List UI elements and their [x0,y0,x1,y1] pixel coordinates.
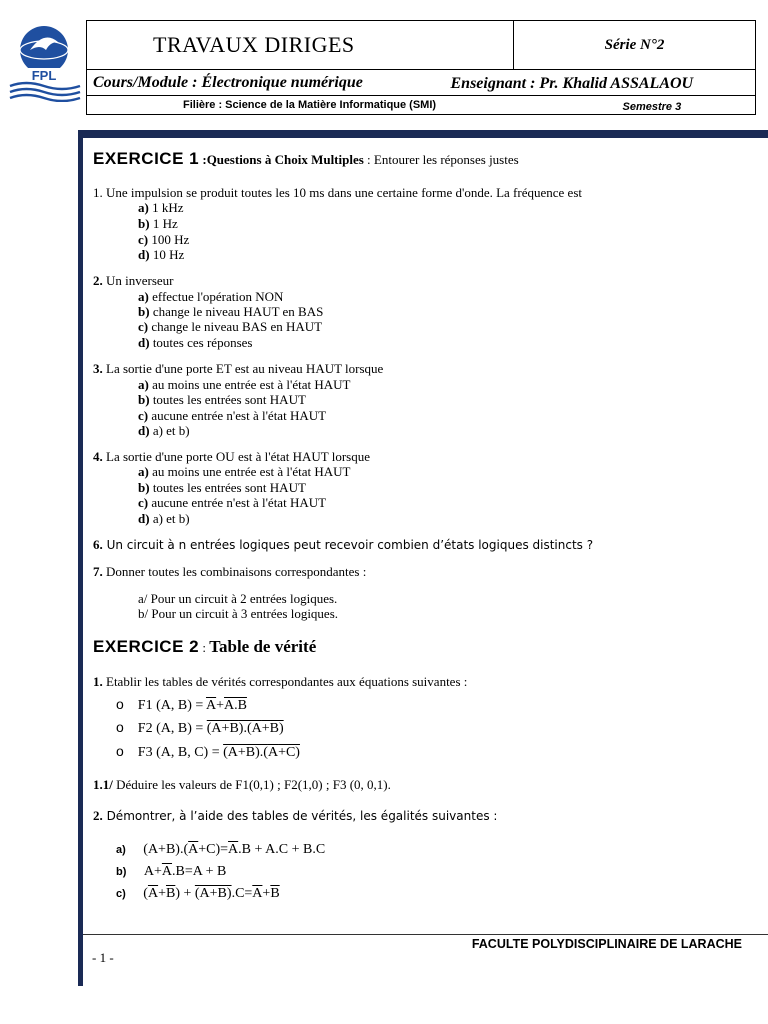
question-7: 7. Donner toutes les combinaisons correspondantes : [93,564,367,579]
doc-title: TRAVAUX DIRIGES [87,21,514,70]
option: c) aucune entrée n'est à l'état HAUT [138,408,327,423]
question-1: 1. Une impulsion se produit toutes les 10 ms dans une certaine forme d'onde. La fréquence est [93,185,582,200]
q7-item-a: a/ Pour un circuit à 2 entrées logiques. [138,591,338,606]
option: d) 10 Hz [138,247,185,262]
serie-number: Série N°2 [514,21,756,70]
fpl-logo [6,20,84,102]
course-module: Cours/Module : Électronique numérique [93,73,363,91]
option: a) au moins une entrée est à l'état HAUT [138,464,351,479]
frame-left-bar [78,130,83,986]
option: b) toutes les entrées sont HAUT [138,480,306,495]
option: a) au moins une entrée est à l'état HAUT [138,377,351,392]
filiere: Filière : Science de la Matière Informatique (SMI) [183,99,437,111]
option: c) change le niveau BAS en HAUT [138,319,323,334]
teacher: Enseignant : Pr. Khalid ASSALAOU [450,74,694,92]
footer-rule [83,934,768,935]
ex2-question-1: 1. Etablir les tables de vérités correspondantes aux équations suivantes : [93,674,468,689]
option: b) toutes les entrées sont HAUT [138,392,306,407]
option: b) 1 Hz [138,216,178,231]
page-number: - 1 - [92,950,114,965]
equation-f3: o F3 (A, B, C) = (A+B).(A+C) [116,743,300,760]
option: c) 100 Hz [138,232,190,247]
option: b) change le niveau HAUT en BAS [138,304,324,319]
equality-b: b) $A+\overline{A}.B=A + B$ [116,864,227,879]
question-1-1: 1.1/ Déduire les valeurs de F1(0,1) ; F2(1,0) ; F3 (0, 0,1). [93,777,391,792]
frame-top-bar [78,130,768,138]
header-table [86,20,756,115]
logo-text: FPL [31,68,57,83]
exercise-1-title: EXERCICE 1 :Questions à Choix Multiples : Entourer les réponses justes [93,149,519,168]
question-2: 2. Un inverseur [93,273,174,288]
option: c) aucune entrée n'est à l'état HAUT [138,495,327,510]
q7-item-b: b/ Pour un circuit à 3 entrées logiques. [138,606,339,621]
question-6: 6. Un circuit à n entrées logiques peut recevoir combien d’états logiques distincts ? [93,537,594,552]
option: a) 1 kHz [138,200,184,215]
exercise-2-title: EXERCICE 2 : Table de vérité [93,637,317,656]
option: d) a) et b) [138,511,190,526]
ex2-question-2: 2. Démontrer, à l’aide des tables de vérités, les égalités suivantes : [93,808,498,823]
equation-f1: o F1 (A, $B) = \overline{A}+A.B$ [116,696,247,713]
option: d) toutes ces réponses [138,335,253,350]
option: d) a) et b) [138,423,190,438]
question-3: 3. La sortie d'une porte ET est au niveau HAUT lorsque [93,361,384,376]
equality-a: a) $(A+B).(\overline{A}+C)=\overline{A}.B + A.C + B.C$ [116,842,326,857]
semestre: Semestre 3 [622,100,682,113]
equation-f2: o F2 (A, B) = (A+B).(A+B) [116,719,284,736]
option: a) effectue l'opération NON [138,289,284,304]
equality-c: c) $(\overline{A}+\overline{B}) + (A+B).C=\overline{A}+\overline{B}$ [116,886,280,901]
question-4: 4. La sortie d'une porte OU est à l'état HAUT lorsque [93,449,371,464]
footer-faculty: FACULTE POLYDISCIPLINAIRE DE LARACHE [471,937,742,951]
